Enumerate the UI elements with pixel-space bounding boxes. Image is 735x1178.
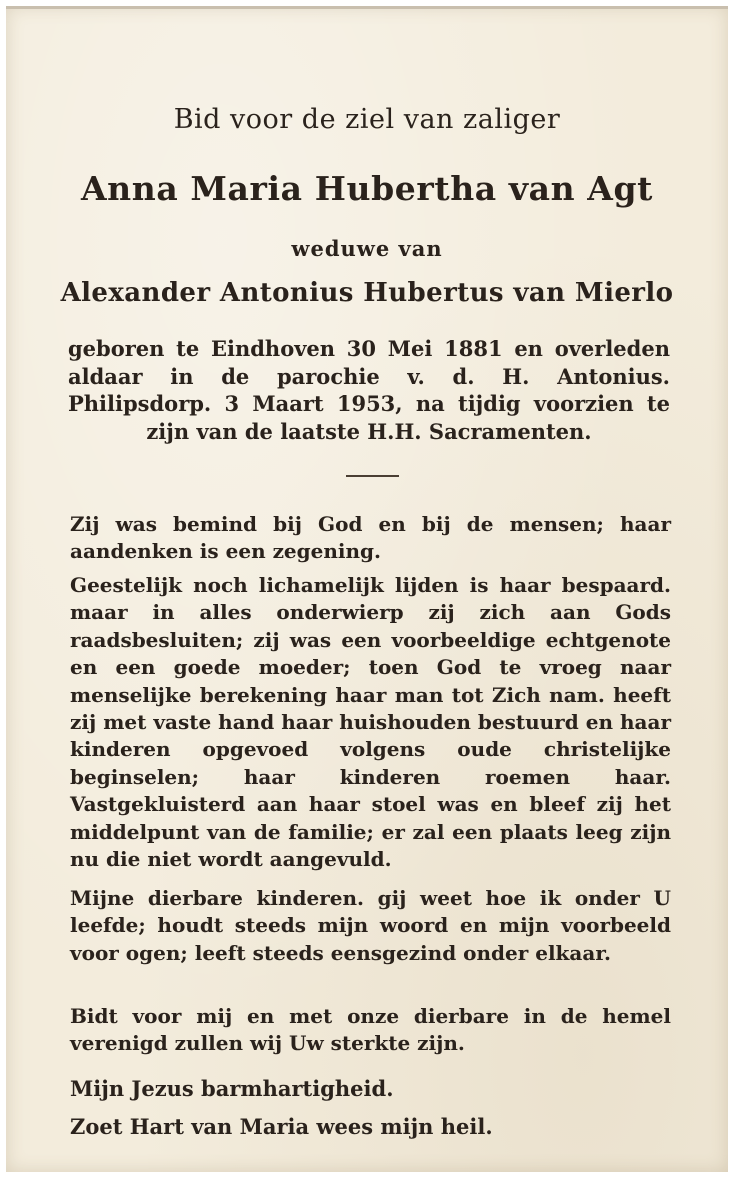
paragraph-prayer-request: Bidt voor mij en met onze dierbare in de hemel verenigd zullen wij Uw sterkte zijn.	[70, 1004, 671, 1056]
birth-death-details: geboren te Eindhoven 30 Mei 1881 en overleden aldaar in de parochie v. d. H. Antonius. Philipsdorp. 3 Maart 1953, na tijdig voorzien te zijn van de laatste H.H. Sacramenten.	[68, 336, 670, 444]
paragraph-children: Mijne dierbare kinderen. gij weet hoe ik onder U leefde; houdt steeds mijn woord en mijn voorbeeld voor ogen; leeft steeds eensgezind onder elkaar.	[70, 886, 671, 965]
intro-line: Bid voor de ziel van zaliger	[173, 104, 561, 135]
husband-name: Alexander Antonius Hubertus van Mierlo	[60, 278, 674, 308]
widow-of-line: weduwe van	[291, 236, 443, 261]
prayer-line-jesus: Mijn Jezus barmhartigheid.	[70, 1076, 394, 1101]
paragraph-remembrance: Zij was bemind bij God en bij de mensen; haar aandenken is een zegening.	[70, 512, 671, 564]
memorial-card	[6, 6, 728, 1172]
deceased-name: Anna Maria Hubertha van Agt	[80, 169, 654, 208]
paragraph-life: Geestelijk noch lichamelijk lijden is haar bespaard. maar in alles onderwierp zij zich aan Gods raadsbesluiten; zij was een voorbeeldige echtgenote en een goede moeder; toen God te vroeg naar menselijke berekening haar man tot Zich nam. heeft zij met vaste hand haar huishouden bestuurd en haar kinderen opgevoed volgens oude christelijke beginselen; haar kinderen roemen haar. Vastgekluisterd aan haar stoel was en bleef zij het middelpunt van de familie; er zal een plaats leeg zijn nu die niet wordt aangevuld.	[70, 573, 671, 872]
divider-rule	[346, 475, 399, 477]
prayer-line-maria: Zoet Hart van Maria wees mijn heil.	[70, 1114, 493, 1139]
